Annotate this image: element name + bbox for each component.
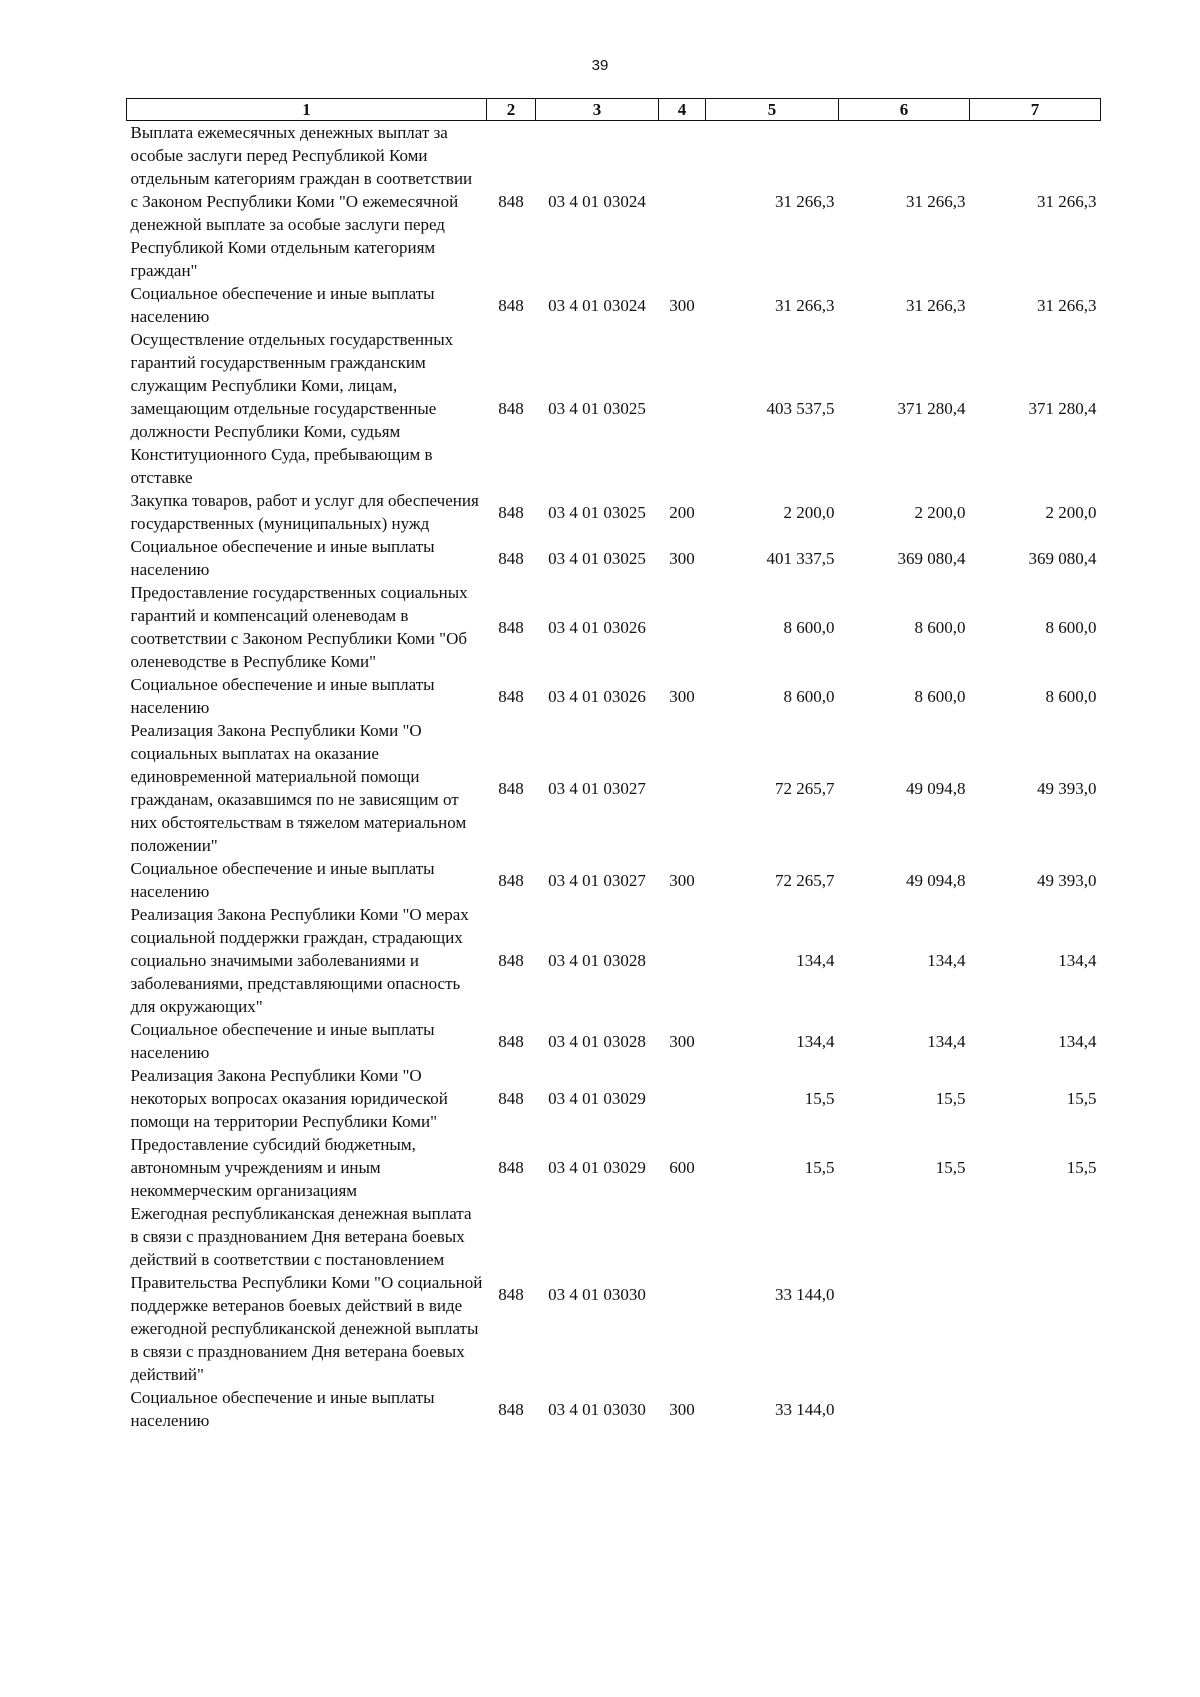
row-grbs-code: 848 [498,617,524,637]
row-expense-type [659,903,706,1018]
row-expense-type [659,581,706,673]
row-amount-col6: 49 094,8 [906,778,966,798]
row-amount-col7: 31 266,3 [1037,192,1097,211]
table-row [127,489,1101,535]
row-amount-col5: 134,4 [796,951,835,970]
column-header-1: 1 [127,99,487,121]
row-expense-type [659,121,706,283]
row-name: Реализация Закона Республики Коми "О некоторых вопросах оказания юридической помощи на территории Республики Коми" [130,1066,448,1131]
row-amount-col7: 15,5 [1066,1158,1097,1177]
row-amount-col6 [839,1202,970,1386]
row-amount-col6: 15,5 [935,1089,966,1108]
table-row [127,1064,1101,1133]
row-name: Закупка товаров, работ и услуг для обеспечения государственных (муниципальных) нужд [130,491,479,533]
row-grbs-code: 848 [498,1089,524,1108]
row-amount-col6: 31 266,3 [906,192,966,211]
row-name: Выплата ежемесячных денежных выплат за особые заслуги перед Республикой Коми отдельным категориям граждан в соответствии с Законом Республики Коми "О ежемесячной денежной выплате за особые заслуги перед Республикой Коми отдельным категориям граждан" [130,123,473,280]
table-row [127,1386,1101,1432]
row-grbs-code: 848 [498,399,524,418]
table-row [127,719,1101,857]
row-target-article: 03 4 01 03025 [548,399,646,418]
row-expense-type [659,1202,706,1386]
row-amount-col6 [839,1386,970,1432]
row-amount-col5: 403 537,5 [766,399,835,418]
row-name: Реализация Закона Республики Коми "О социальных выплатах на оказание единовременной материальной помощи гражданам, оказавшимся по не зависящим от них обстоятельствам в тяжелом материальном положении" [130,721,467,855]
row-target-article: 03 4 01 03024 [548,192,646,211]
row-amount-col7 [970,1202,1101,1386]
row-name: Социальное обеспечение и иные выплаты населению [130,675,435,717]
row-expense-type: 300 [669,870,695,890]
row-name: Социальное обеспечение и иные выплаты населению [130,284,435,326]
row-expense-type: 300 [669,295,695,315]
row-name: Осуществление отдельных государственных гарантий государственным гражданским служащим Республики Коми, лицам, замещающим отдельные государственные должности Республики Коми, судьям Конституционного Суда, пребывающим в отставке [130,330,454,487]
row-amount-col5: 33 144,0 [775,1399,835,1419]
row-amount-col5: 134,4 [796,1031,835,1051]
column-header-3: 3 [536,99,659,121]
row-grbs-code: 848 [498,1399,524,1419]
row-target-article: 03 4 01 03025 [548,502,646,522]
row-name: Ежегодная республиканская денежная выплата в связи с празднованием Дня ветерана боевых действий в соответствии с постановлением Правительства Республики Коми "О социальной поддержке ветеранов боевых действий в виде ежегодной республиканской денежной выплаты в связи с празднованием Дня ветерана боевых действий" [130,1204,483,1384]
row-target-article: 03 4 01 03026 [548,686,646,706]
row-name: Социальное обеспечение и иные выплаты населению [130,537,435,579]
row-name: Социальное обеспечение и иные выплаты населению [130,1388,435,1430]
table-row [127,1018,1101,1064]
row-expense-type: 300 [669,1031,695,1051]
row-expense-type: 300 [669,548,695,568]
row-target-article: 03 4 01 03030 [548,1399,646,1419]
row-grbs-code: 848 [498,192,524,211]
row-amount-col7: 49 393,0 [1037,778,1097,798]
row-target-article: 03 4 01 03028 [548,1031,646,1051]
row-target-article: 03 4 01 03024 [548,295,646,315]
row-name: Реализация Закона Республики Коми "О мерах социальной поддержки граждан, страдающих социально значимыми заболеваниями и заболеваниями, представляющими опасность для окружающих" [130,905,469,1016]
row-amount-col5: 8 600,0 [783,686,835,706]
table-row [127,903,1101,1018]
table-header [127,99,1101,121]
table-row [127,673,1101,719]
row-amount-col7: 134,4 [1058,1031,1097,1051]
row-amount-col7: 31 266,3 [1037,295,1097,315]
row-expense-type [659,1064,706,1133]
row-amount-col7: 8 600,0 [1045,617,1097,637]
row-target-article: 03 4 01 03030 [548,1284,646,1304]
row-grbs-code: 848 [498,548,524,568]
row-amount-col6: 2 200,0 [914,502,966,522]
row-amount-col5: 8 600,0 [783,617,835,637]
row-amount-col7: 8 600,0 [1045,686,1097,706]
table-row [127,282,1101,328]
column-header-4: 4 [659,99,706,121]
table-row [127,581,1101,673]
row-amount-col5: 31 266,3 [775,192,835,211]
row-amount-col6: 134,4 [927,951,966,970]
row-name: Социальное обеспечение и иные выплаты населению [130,859,435,901]
row-amount-col7: 2 200,0 [1045,502,1097,522]
row-grbs-code: 848 [498,1031,524,1051]
row-grbs-code: 848 [498,502,524,522]
row-grbs-code: 848 [498,686,524,706]
row-target-article: 03 4 01 03026 [548,617,646,637]
table-row [127,1133,1101,1202]
row-amount-col6: 371 280,4 [897,399,966,418]
row-amount-col7: 49 393,0 [1037,870,1097,890]
table-row [127,328,1101,489]
row-target-article: 03 4 01 03029 [548,1089,646,1108]
row-name: Социальное обеспечение и иные выплаты населению [130,1020,435,1062]
row-grbs-code: 848 [498,778,524,798]
row-target-article: 03 4 01 03027 [548,778,646,798]
row-amount-col6: 134,4 [927,1031,966,1051]
row-amount-col6: 8 600,0 [914,686,966,706]
column-header-7: 7 [970,99,1101,121]
row-amount-col5: 15,5 [804,1158,835,1177]
row-expense-type: 600 [669,1158,695,1177]
row-amount-col7 [970,1386,1101,1432]
column-header-6: 6 [839,99,970,121]
row-grbs-code: 848 [498,1158,524,1177]
row-amount-col7: 15,5 [1066,1089,1097,1108]
row-target-article: 03 4 01 03029 [548,1158,646,1177]
table-row [127,121,1101,283]
row-grbs-code: 848 [498,295,524,315]
row-expense-type [659,719,706,857]
row-amount-col5: 72 265,7 [775,778,835,798]
page-number: 39 [591,57,609,74]
row-amount-col7: 134,4 [1058,951,1097,970]
budget-table [126,98,1101,1432]
row-target-article: 03 4 01 03025 [548,548,646,568]
row-expense-type: 300 [669,1399,695,1419]
row-amount-col5: 72 265,7 [775,870,835,890]
row-expense-type: 200 [669,502,695,522]
table-body [127,121,1101,1433]
table-row [127,535,1101,581]
row-amount-col5: 2 200,0 [783,502,835,522]
row-target-article: 03 4 01 03028 [548,951,646,970]
row-amount-col5: 401 337,5 [766,548,835,568]
row-amount-col5: 31 266,3 [775,295,835,315]
row-name: Предоставление государственных социальных гарантий и компенсаций оленеводам в соответствии с Законом Республики Коми "Об оленеводстве в Республике Коми" [130,583,468,671]
row-amount-col6: 15,5 [935,1158,966,1177]
row-expense-type [659,328,706,489]
column-header-5: 5 [706,99,839,121]
row-amount-col7: 369 080,4 [1028,548,1097,568]
row-amount-col6: 49 094,8 [906,870,966,890]
header-row [127,99,1101,121]
row-target-article: 03 4 01 03027 [548,870,646,890]
row-amount-col7: 371 280,4 [1028,399,1097,418]
row-grbs-code: 848 [498,870,524,890]
row-amount-col5: 15,5 [804,1089,835,1108]
row-amount-col6: 31 266,3 [906,295,966,315]
row-name: Предоставление субсидий бюджетным, автономным учреждениям и иным некоммерческим организациям [130,1135,416,1200]
table-row [127,1202,1101,1386]
row-expense-type: 300 [669,686,695,706]
row-grbs-code: 848 [498,1284,524,1304]
column-header-2: 2 [487,99,536,121]
table-row [127,857,1101,903]
row-grbs-code: 848 [498,951,524,970]
row-amount-col6: 8 600,0 [914,617,966,637]
row-amount-col6: 369 080,4 [897,548,966,568]
row-amount-col5: 33 144,0 [775,1284,835,1304]
